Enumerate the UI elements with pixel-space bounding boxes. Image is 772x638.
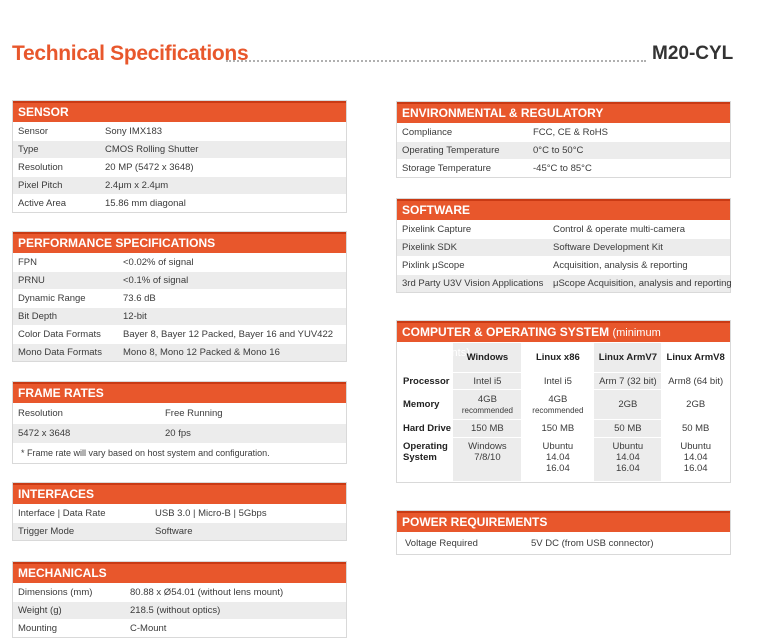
- spec-row: [13, 289, 346, 307]
- model-name: M20-CYL: [652, 43, 734, 64]
- spec-value: Control & operate multi-camera: [553, 224, 685, 235]
- spec-row: [13, 176, 346, 194]
- spec-value: <0.1% of signal: [123, 275, 189, 286]
- spec-label: Pixelink Capture: [402, 224, 472, 235]
- spec-label: Trigger Mode: [18, 526, 75, 537]
- sensor-section: [12, 100, 347, 213]
- computer-os-title: COMPUTER & OPERATING SYSTEM: [402, 325, 610, 339]
- computer-os-section: [396, 320, 731, 483]
- spec-value: C-Mount: [130, 623, 167, 634]
- table-cell: Intel i5: [522, 373, 594, 390]
- mechanicals-header: MECHANICALS: [13, 562, 346, 583]
- frame-rates-header: FRAME RATES: [13, 382, 346, 403]
- spec-value: -45°C to 85°C: [533, 163, 592, 174]
- spec-label: Storage Temperature: [402, 163, 492, 174]
- spec-row: [13, 619, 346, 637]
- spec-value: Bayer 8, Bayer 12 Packed, Bayer 16 and YUV422: [123, 329, 334, 340]
- spec-value: <0.02% of signal: [123, 257, 194, 268]
- spec-label: Dimensions (mm): [18, 587, 93, 598]
- spec-label: Pixel Pitch: [18, 180, 63, 191]
- table-cell: 2GB: [662, 390, 730, 420]
- spec-label: PRNU: [18, 275, 45, 286]
- table-cell: 2GB: [594, 390, 662, 420]
- table-cell: Arm 7 (32 bit): [594, 373, 662, 390]
- spec-label: Type: [18, 144, 39, 155]
- spec-row: [13, 522, 346, 540]
- spec-label: Dynamic Range: [18, 293, 86, 304]
- spec-value: 80.88 x Ø54.01 (without lens mount): [130, 587, 284, 598]
- table-cell: Intel i5: [453, 373, 522, 390]
- table-cell: [522, 390, 594, 420]
- column-header-windows: Windows: [453, 343, 522, 373]
- frame-rate-note: * Frame rate will vary based on host system and configuration.: [21, 448, 270, 458]
- spec-row: [13, 423, 346, 443]
- spec-value: FCC, CE & RoHS: [533, 127, 608, 138]
- table-row: [398, 373, 730, 390]
- row-label-memory: Memory: [398, 390, 453, 420]
- spec-label: Operating Temperature: [402, 145, 500, 156]
- cell-value: 4GB: [548, 393, 568, 405]
- column-header-linux-armv8: Linux ArmV8: [662, 343, 730, 373]
- spec-row: [13, 140, 346, 158]
- spec-label: Pixelink SDK: [402, 242, 457, 253]
- table-cell: [453, 390, 522, 420]
- spec-row: [13, 307, 346, 325]
- spec-row: [13, 504, 346, 522]
- table-cell: Windows 7/8/10: [453, 438, 522, 482]
- table-row: [398, 390, 730, 420]
- spec-value: 2.4μm x 2.4μm: [105, 180, 169, 191]
- table-row: [398, 438, 730, 482]
- table-cell: Arm8 (64 bit): [662, 373, 730, 390]
- spec-row: [13, 601, 346, 619]
- spec-row: [13, 583, 346, 601]
- spec-value: Sony IMX183: [105, 126, 163, 137]
- row-label-hard-drive: Hard Drive: [398, 420, 453, 438]
- spec-label: Color Data Formats: [18, 329, 101, 340]
- spec-value: μScope Acquisition, analysis and reporting: [553, 278, 732, 289]
- spec-value: Software Development Kit: [553, 242, 663, 253]
- computer-os-subtitle: (minimum requirements): [402, 327, 661, 359]
- table-cell: 150 MB: [453, 420, 522, 438]
- spec-label: 5472 x 3648: [18, 428, 71, 439]
- page-title: Technical Specifications: [12, 42, 249, 65]
- spec-label: Active Area: [18, 198, 67, 209]
- spec-label: 3rd Party U3V Vision Applications: [402, 278, 544, 289]
- cell-note: recommended: [532, 405, 584, 415]
- spec-row: [13, 343, 346, 361]
- spec-value: Software: [155, 526, 193, 537]
- spec-row: [397, 141, 730, 159]
- spec-label: Voltage Required: [405, 538, 478, 549]
- spec-row: [397, 274, 730, 292]
- spec-row: [397, 159, 730, 177]
- spec-value: 73.6 dB: [123, 293, 156, 304]
- spec-row: [397, 238, 730, 256]
- spec-value: 15.86 mm diagonal: [105, 198, 186, 209]
- spec-value: 20 MP (5472 x 3648): [105, 162, 194, 173]
- table-cell: Ubuntu 14.04 16.04: [522, 438, 594, 482]
- spec-row: [397, 123, 730, 141]
- row-label-processor: Processor: [398, 373, 453, 390]
- spec-row: [397, 220, 730, 238]
- spec-row: [397, 256, 730, 274]
- os-requirements-table: [397, 342, 730, 482]
- table-cell: Ubuntu 14.04 16.04: [594, 438, 662, 482]
- spec-value: 0°C to 50°C: [533, 145, 584, 156]
- spec-row: [13, 122, 346, 140]
- spec-value: USB 3.0 | Micro-B | 5Gbps: [155, 508, 267, 519]
- sensor-header: SENSOR: [13, 101, 346, 122]
- spec-label: Mono Data Formats: [18, 347, 102, 358]
- spec-label: Bit Depth: [18, 311, 58, 322]
- spec-row: [13, 253, 346, 271]
- spec-label: Sensor: [18, 126, 49, 137]
- spec-value: 12-bit: [123, 311, 147, 322]
- spec-value: 218.5 (without optics): [130, 605, 221, 616]
- spec-value: Acquisition, analysis & reporting: [553, 260, 688, 271]
- performance-header: PERFORMANCE SPECIFICATIONS: [13, 232, 346, 253]
- cell-value: 4GB: [477, 393, 497, 405]
- spec-value: Free Running: [165, 408, 223, 419]
- table-cell: 50 MB: [662, 420, 730, 438]
- interfaces-section: [12, 482, 347, 541]
- environmental-section: [396, 101, 731, 178]
- spec-row: [13, 403, 346, 423]
- power-header: POWER REQUIREMENTS: [397, 511, 730, 532]
- spec-label: Mounting: [18, 623, 58, 634]
- spec-row: [13, 271, 346, 289]
- environmental-header: ENVIRONMENTAL & REGULATORY: [397, 102, 730, 123]
- table-cell: Ubuntu 14.04 16.04: [662, 438, 730, 482]
- mechanicals-section: [12, 561, 347, 638]
- spec-label: Resolution: [18, 162, 63, 173]
- spec-row: [13, 325, 346, 343]
- table-row: [398, 420, 730, 438]
- column-header-linux-x86: Linux x86: [522, 343, 594, 373]
- cell-note: recommended: [461, 405, 513, 415]
- spec-label: Weight (g): [18, 605, 62, 616]
- spec-value: Mono 8, Mono 12 Packed & Mono 16: [123, 347, 280, 358]
- spec-row: [397, 532, 730, 554]
- spec-value: CMOS Rolling Shutter: [105, 144, 199, 155]
- spec-value: 5V DC (from USB connector): [531, 538, 654, 549]
- spec-label: Pixlink μScope: [402, 260, 465, 271]
- software-section: [396, 198, 731, 293]
- frame-rates-section: [12, 381, 347, 464]
- spec-label: FPN: [18, 257, 37, 268]
- row-label-operating-system: Operating System: [398, 438, 453, 482]
- spec-label: Resolution: [18, 408, 63, 419]
- spec-value: 20 fps: [165, 428, 191, 439]
- spec-row: [13, 194, 346, 212]
- title-dotted-leader: [226, 60, 646, 62]
- software-header: SOFTWARE: [397, 199, 730, 220]
- interfaces-header: INTERFACES: [13, 483, 346, 504]
- table-cell: 50 MB: [594, 420, 662, 438]
- spec-label: Compliance: [402, 127, 453, 138]
- performance-section: [12, 231, 347, 362]
- column-header-linux-armv7: Linux ArmV7: [594, 343, 662, 373]
- spec-label: Interface | Data Rate: [18, 508, 106, 519]
- power-section: [396, 510, 731, 555]
- table-cell: 150 MB: [522, 420, 594, 438]
- spec-row: [13, 158, 346, 176]
